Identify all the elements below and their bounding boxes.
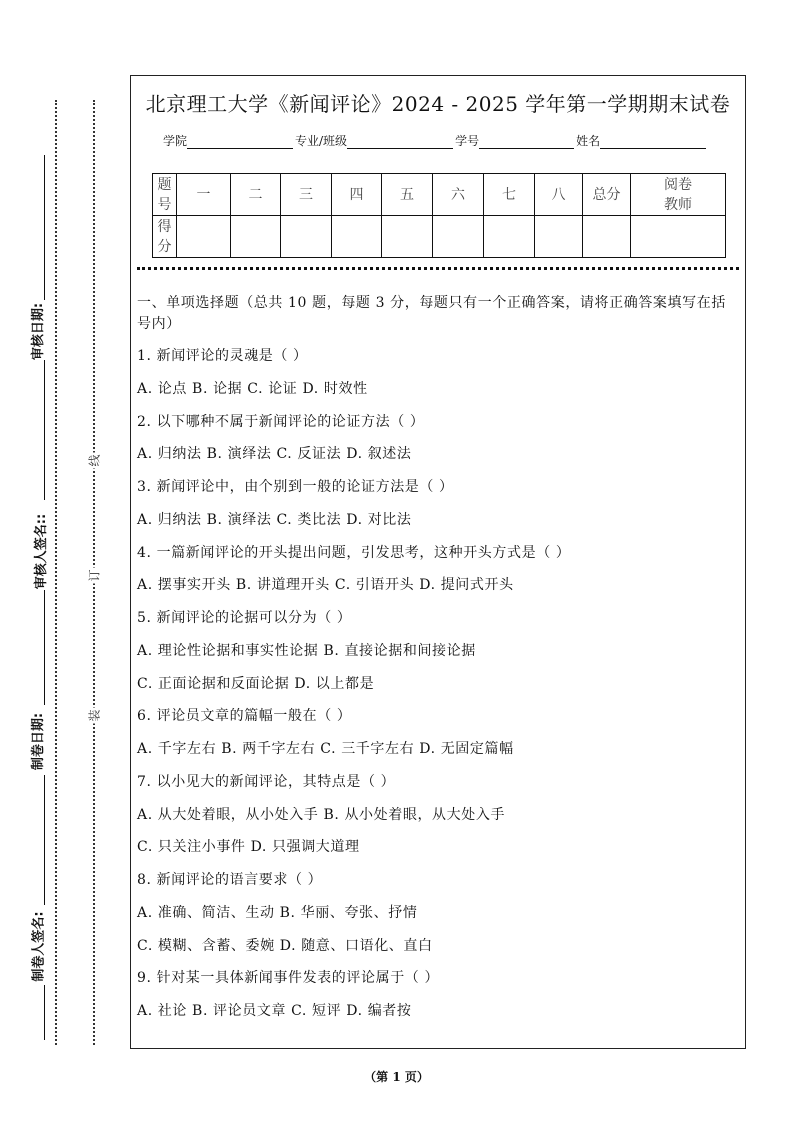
name-label: 姓名	[576, 134, 601, 148]
major-class-label: 专业/班级	[295, 134, 348, 148]
college-field[interactable]	[187, 135, 293, 149]
review-date-label: 审核日期:	[31, 302, 47, 361]
answer-options: A. 从大处着眼，从小处入手 B. 从小处着眼，从大处入手	[137, 806, 506, 823]
signature-line	[44, 360, 45, 500]
col-2: 二	[231, 174, 281, 216]
col-7: 七	[484, 174, 535, 216]
prepare-date-label: 制卷日期:	[31, 712, 47, 771]
score-cell[interactable]	[231, 216, 281, 258]
binding-mark-xian: 线	[87, 454, 102, 467]
answer-options: A. 理论性论据和事实性论据 B. 直接论据和间接论据	[137, 642, 476, 659]
score-cell[interactable]	[583, 216, 631, 258]
college-label: 学院	[163, 134, 188, 148]
answer-options: C. 模糊、含蓄、委婉 D. 随意、口语化、直白	[137, 937, 433, 954]
binding-mark-zhuang: 装	[87, 709, 102, 722]
score-label: 得分	[153, 216, 177, 258]
answer-options: A. 摆事实开头 B. 讲道理开头 C. 引语开头 D. 提问式开头	[137, 577, 514, 594]
signature-line	[44, 155, 45, 300]
score-cell[interactable]	[484, 216, 535, 258]
page-number: （第 1 页）	[364, 1070, 429, 1084]
exam-title: 北京理工大学《新闻评论》2024 - 2025 学年第一学期期末试卷	[145, 92, 731, 116]
question: 6. 评论员文章的篇幅一般在（ ）	[137, 708, 352, 725]
binding-dotted-line-outer	[55, 100, 57, 1045]
score-cell[interactable]	[631, 216, 726, 258]
student-info-fields	[163, 132, 708, 149]
col-reviewer	[631, 174, 726, 216]
questions	[137, 293, 737, 1034]
section-heading: 一、单项选择题（总共 10 题，每题 3 分，每题只有一个正确答案，请将正确答案填写在括号内）	[137, 295, 726, 332]
answer-options: A. 千字左右 B. 两千字左右 C. 三千字左右 D. 无固定篇幅	[137, 741, 514, 757]
question-number-label: 题号	[153, 174, 177, 216]
col-6: 六	[433, 174, 484, 216]
score-table-header-row	[153, 174, 726, 216]
name-field[interactable]	[600, 135, 706, 149]
student-id-label: 学号	[455, 134, 480, 148]
question: 4. 一篇新闻评论的开头提出问题，引发思考，这种开头方式是（ ）	[137, 544, 571, 561]
question: 5. 新闻评论的论据可以分为（ ）	[137, 610, 352, 626]
score-cell[interactable]	[281, 216, 332, 258]
answer-options: A. 归纳法 B. 演绎法 C. 反证法 D. 叙述法	[137, 446, 412, 463]
col-4: 四	[332, 174, 382, 216]
score-cell[interactable]	[535, 216, 583, 258]
student-id-field[interactable]	[479, 135, 574, 149]
major-class-field[interactable]	[347, 135, 453, 149]
score-cell[interactable]	[433, 216, 484, 258]
signature-line	[44, 590, 45, 705]
question: 2. 以下哪种不属于新闻评论的论证方法（ ）	[137, 413, 425, 430]
score-cell[interactable]	[332, 216, 382, 258]
col-1: 一	[177, 174, 231, 216]
dotted-separator	[137, 267, 739, 270]
answer-options: A. 社论 B. 评论员文章 C. 短评 D. 编者按	[137, 1003, 412, 1019]
col-8: 八	[535, 174, 583, 216]
col-5: 五	[382, 174, 433, 216]
question: 3. 新闻评论中，由个别到一般的论证方法是（ ）	[137, 479, 454, 495]
reviewer-label-2: 教师	[664, 196, 692, 213]
signature-line	[44, 775, 45, 905]
question: 8. 新闻评论的语言要求（ ）	[137, 872, 323, 888]
answer-options: A. 归纳法 B. 演绎法 C. 类比法 D. 对比法	[137, 511, 412, 528]
preparer-signature-label: 制卷人签名:	[31, 911, 47, 982]
answer-options: C. 只关注小事件 D. 只强调大道理	[137, 839, 360, 856]
score-cell[interactable]	[177, 216, 231, 258]
answer-options: A. 准确、简洁、生动 B. 华丽、夸张、抒情	[137, 904, 418, 921]
col-total: 总分	[583, 174, 631, 216]
score-cell[interactable]	[382, 216, 433, 258]
question: 1. 新闻评论的灵魂是（ ）	[137, 348, 308, 364]
col-3: 三	[281, 174, 332, 216]
score-table	[152, 173, 726, 258]
answer-options: C. 正面论据和反面论据 D. 以上都是	[137, 675, 375, 692]
reviewer-label-1: 阅卷	[664, 176, 692, 193]
signature-line	[44, 985, 45, 1040]
score-row	[153, 216, 726, 258]
exam-frame	[130, 75, 746, 1049]
question: 7. 以小见大的新闻评论，其特点是（ ）	[137, 773, 396, 790]
binding-mark-ding: 订	[87, 569, 102, 582]
reviewer-signature-label: 审核人签名::	[34, 513, 50, 590]
question: 9. 针对某一具体新闻事件发表的评论属于（ ）	[137, 970, 440, 987]
answer-options: A. 论点 B. 论据 C. 论证 D. 时效性	[137, 380, 368, 397]
